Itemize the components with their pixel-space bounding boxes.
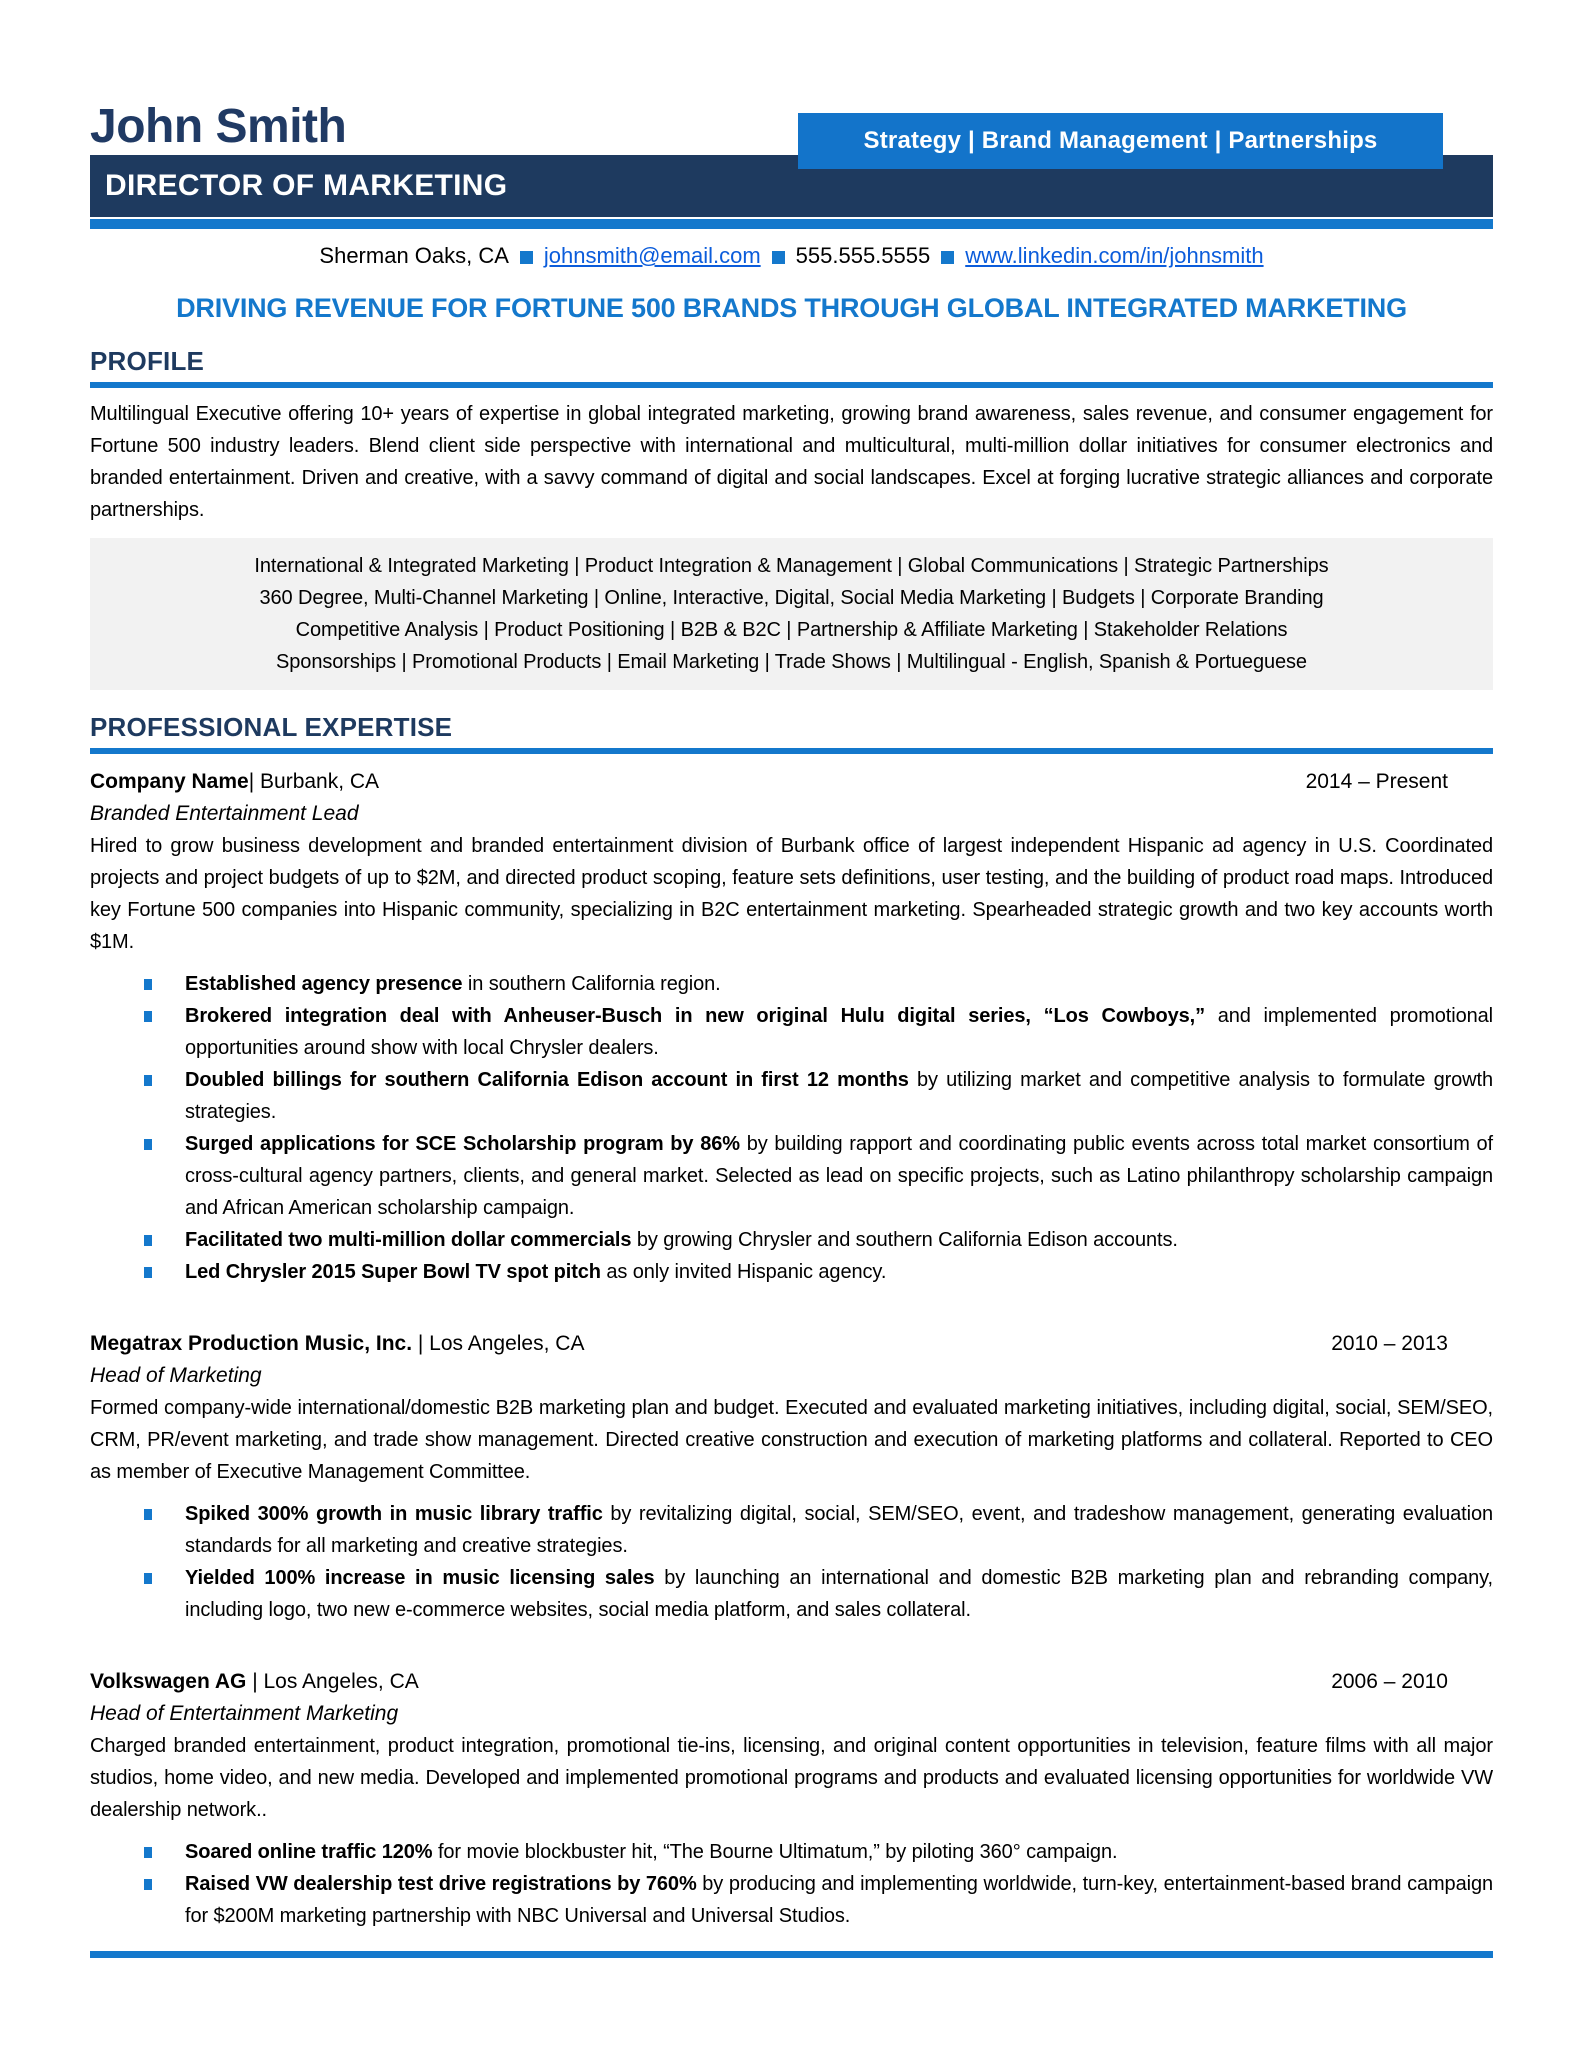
- bullet-item: [90, 1868, 1493, 1932]
- bullet-item: [90, 1256, 1493, 1288]
- footer-rule: [90, 1951, 1493, 1958]
- experience-heading-rule: [90, 748, 1493, 754]
- contact-line: [90, 241, 1493, 271]
- bullet-text: by producing and implementing worldwide, turn-key, entertainment-based brand campaign for $200M marketing partnership with NBC Universal and Universal Studios.: [185, 1873, 1493, 1927]
- bullet-item: [90, 968, 1493, 1000]
- content: [90, 241, 1493, 1932]
- bullet-bold-text: Raised VW dealership test drive registrations by 760%: [185, 1873, 697, 1895]
- job-title: Branded Entertainment Lead: [90, 802, 359, 825]
- job-summary: Charged branded entertainment, product integration, promotional tie-ins, licensing, and original content opportunities in television, feature films with all major studios, home video, and new media. Developed and implemented promotional programs and products and evaluated licensing opportunities for worldwide VW dealership network..: [90, 1735, 1493, 1821]
- bullet-text: in southern California region.: [462, 973, 721, 995]
- bullet-square-icon: [144, 1509, 152, 1520]
- bullet-square-icon: [144, 1847, 152, 1858]
- bullet-item: [90, 1562, 1493, 1626]
- company-location: | Los Angeles, CA: [246, 1670, 419, 1693]
- job-bullets: [90, 1498, 1493, 1626]
- job-company-location: [90, 1666, 419, 1698]
- bullet-text: by building rapport and coordinating public events across total market consortium of cross-cultural agency partners, clients, and general market. Selected as lead on specific projects, such as Latino philanthropy scholarship campaign and African American scholarship campaign.: [185, 1133, 1493, 1219]
- separator-square-icon: [772, 251, 785, 264]
- job-bullets: [90, 968, 1493, 1288]
- bullet-bold-text: Facilitated two multi-million dollar commercials: [185, 1229, 632, 1251]
- bullet-bold-text: Brokered integration deal with Anheuser-Busch in new original Hulu digital series, “Los Cowboys,”: [185, 1005, 1205, 1027]
- bullet-square-icon: [144, 1267, 152, 1278]
- bullet-bold-text: Yielded 100% increase in music licensing sales: [185, 1567, 655, 1589]
- job-header: [90, 1666, 1493, 1698]
- candidate-name: John Smith: [90, 100, 347, 153]
- profile-heading-rule: [90, 382, 1493, 388]
- bullet-item: [90, 1000, 1493, 1064]
- job-dates: 2010 – 2013: [1331, 1332, 1448, 1355]
- bullet-square-icon: [144, 1075, 152, 1086]
- keywords-line: 360 Degree, Multi-Channel Marketing | Online, Interactive, Digital, Social Media Marketing | Budgets | Corporate Branding: [259, 587, 1324, 609]
- bullet-bold-text: Established agency presence: [185, 973, 463, 995]
- bullet-text: by launching an international and domestic B2B marketing plan and rebranding company, including logo, two new e-commerce websites, social media platform, and sales collateral.: [185, 1567, 1493, 1621]
- linkedin-link[interactable]: www.linkedin.com/in/johnsmith: [965, 243, 1264, 268]
- job-header: [90, 766, 1493, 798]
- bullet-bold-text: Surged applications for SCE Scholarship program by 86%: [185, 1133, 740, 1155]
- company-name: Volkswagen AG: [90, 1670, 247, 1693]
- keywords-line: Sponsorships | Promotional Products | Email Marketing | Trade Shows | Multilingual - English, Spanish & Portueguese: [276, 651, 1307, 673]
- company-name: Company Name: [90, 770, 249, 793]
- job-summary: Formed company-wide international/domestic B2B marketing plan and budget. Executed and evaluated marketing initiatives, including digital, social, SEM/SEO, CRM, PR/event marketing, and trade show management. Directed creative construction and execution of marketing platforms and collateral. Reported to CEO as member of Executive Management Committee.: [90, 1397, 1493, 1483]
- separator-square-icon: [941, 251, 954, 264]
- bullet-square-icon: [144, 1573, 152, 1584]
- profile-heading: PROFILE: [90, 346, 205, 376]
- experience-heading: PROFESSIONAL EXPERTISE: [90, 712, 453, 742]
- job-header: [90, 1328, 1493, 1360]
- bullet-text: by growing Chrysler and southern California Edison accounts.: [631, 1229, 1178, 1251]
- header-accent-strip: [90, 219, 1493, 229]
- bullet-text: and implemented promotional opportunities around show with local Chrysler dealers.: [185, 1005, 1493, 1059]
- keywords-line: Competitive Analysis | Product Positioning | B2B & B2C | Partnership & Affiliate Marketing | Stakeholder Relations: [295, 619, 1288, 641]
- bullet-text: by revitalizing digital, social, SEM/SEO, event, and tradeshow management, generating evaluation standards for all marketing and creative strategies.: [185, 1503, 1493, 1557]
- company-location: | Los Angeles, CA: [412, 1332, 585, 1355]
- bullet-square-icon: [144, 1235, 152, 1246]
- job-company-location: [90, 766, 379, 798]
- bullet-item: [90, 1064, 1493, 1128]
- company-name: Megatrax Production Music, Inc.: [90, 1332, 413, 1355]
- header: [0, 0, 1583, 155]
- contact-phone: 555.555.5555: [795, 243, 931, 268]
- headline: DRIVING REVENUE FOR FORTUNE 500 BRANDS THROUGH GLOBAL INTEGRATED MARKETING: [176, 293, 1407, 323]
- job-dates: 2006 – 2010: [1331, 1670, 1448, 1693]
- bullet-text: by utilizing market and competitive analysis to formulate growth strategies.: [185, 1069, 1493, 1123]
- keywords-box: [90, 538, 1493, 690]
- job-title: Head of Marketing: [90, 1364, 262, 1387]
- profile-text: Multilingual Executive offering 10+ years of expertise in global integrated marketing, growing brand awareness, sales revenue, and consumer engagement for Fortune 500 industry leaders. Blend client side perspective with international and multicultural, multi-million dollar initiatives for consumer electronics and branded entertainment. Driven and creative, with a savvy command of digital and social landscapes. Excel at forging lucrative strategic alliances and corporate partnerships.: [90, 403, 1493, 521]
- bullet-square-icon: [144, 1011, 152, 1022]
- bullet-square-icon: [144, 1139, 152, 1150]
- bullet-bold-text: Led Chrysler 2015 Super Bowl TV spot pitch: [185, 1261, 601, 1283]
- bullet-item: [90, 1128, 1493, 1224]
- bullet-text: for movie blockbuster hit, “The Bourne Ultimatum,” by piloting 360° campaign.: [432, 1841, 1118, 1863]
- job-company-location: [90, 1328, 584, 1360]
- bullet-item: [90, 1224, 1493, 1256]
- bullet-bold-text: Soared online traffic 120%: [185, 1841, 433, 1863]
- job-dates: 2014 – Present: [1305, 770, 1448, 793]
- contact-location: Sherman Oaks, CA: [319, 243, 509, 268]
- job-title-bar: DIRECTOR OF MARKETING: [90, 155, 1493, 217]
- bullet-square-icon: [144, 1879, 152, 1890]
- job-bullets: [90, 1836, 1493, 1932]
- separator-square-icon: [520, 251, 533, 264]
- bullet-bold-text: Doubled billings for southern California Edison account in first 12 months: [185, 1069, 909, 1091]
- skills-badge: Strategy | Brand Management | Partnerships: [798, 113, 1443, 169]
- keywords-line: International & Integrated Marketing | Product Integration & Management | Global Communications | Strategic Partnerships: [254, 555, 1329, 577]
- company-location: | Burbank, CA: [248, 770, 380, 793]
- job-title: Head of Entertainment Marketing: [90, 1702, 399, 1725]
- job-summary: Hired to grow business development and branded entertainment division of Burbank office of largest independent Hispanic ad agency in U.S. Coordinated projects and project budgets of up to $2M, and directed product scoping, feature sets definitions, user testing, and the building of product road maps. Introduced key Fortune 500 companies into Hispanic community, specializing in B2C entertainment marketing. Spearheaded strategic growth and two key accounts worth $1M.: [90, 835, 1493, 953]
- email-link[interactable]: johnsmith@email.com: [543, 243, 761, 268]
- bullet-square-icon: [144, 979, 152, 990]
- bullet-text: as only invited Hispanic agency.: [600, 1261, 887, 1283]
- bullet-bold-text: Spiked 300% growth in music library traffic: [185, 1503, 603, 1525]
- bullet-item: [90, 1836, 1493, 1868]
- bullet-item: [90, 1498, 1493, 1562]
